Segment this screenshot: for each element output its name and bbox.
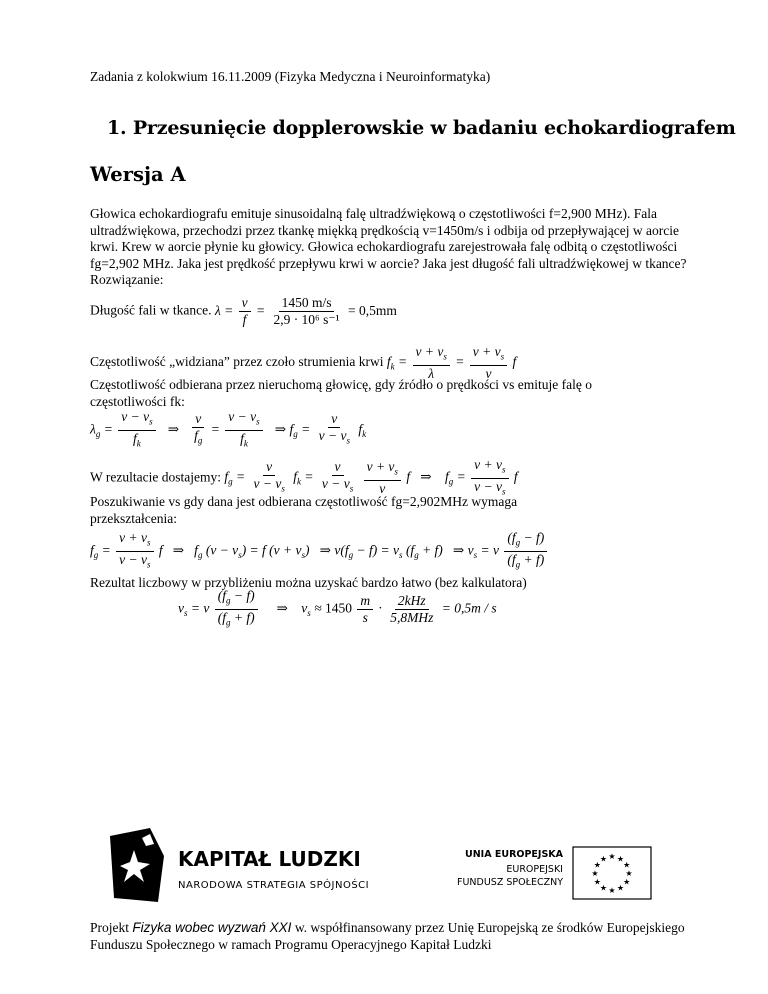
fk-formula: $f_k$ = $\frac{v + v_s}{\lambda}$ = $\frac{v + v_s}{v}$ f	[386, 344, 517, 381]
eu-star-icon: ★	[608, 886, 616, 895]
eu-star-icon: ★	[623, 877, 631, 887]
eu-subtitle-2: FUNDUSZ SPOŁECZNY	[457, 877, 563, 888]
problem-statement	[90, 206, 690, 289]
eu-star-icon: ★	[623, 860, 631, 870]
result-row	[90, 458, 518, 498]
result-formula: $f_g$ = $\frac{v}{v - v_s}$ $f_k$ = $\frac{v}{v - v_s}$ $\frac{v + v_s}{v}$ f ⇒ $f_g$ = $\frac{v + v_s}{v - v_s}$ f	[224, 457, 518, 497]
eu-star-icon: ★	[625, 869, 633, 878]
eu-logo	[433, 843, 683, 903]
fg-label-line-1: Częstotliwość odbierana przez nieruchomą głowicę, gdy źródło o prędkości vs emituje falę o	[90, 377, 592, 392]
footer	[90, 920, 690, 953]
kapital-ludzki-title: KAPITAŁ LUDZKI	[178, 847, 361, 871]
numeric-formula: $v_s = v$ $\frac{(f_g - f)}{(f_g + f)}$ ⇒ $v_s \approx 1450$ $\frac{m}{s}$ · $\frac{\text{2kHz}}{\text{5,8MHz}}$ = 0,5m / s	[178, 588, 497, 628]
version-heading: Wersja A	[90, 163, 186, 186]
eu-star-icon: ★	[599, 854, 608, 864]
eu-star-icon: ★	[593, 877, 601, 887]
eu-logo-graphic	[433, 843, 683, 903]
solution-label: Rozwiązanie:	[90, 272, 164, 287]
eu-star-icon: ★	[591, 869, 599, 878]
eu-star-icon: ★	[616, 854, 625, 864]
wavelength-label: Długość fali w tkance.	[90, 302, 212, 318]
eu-star-icon: ★	[593, 860, 601, 870]
document-header: Zadania z kolokwium 16.11.2009 (Fizyka Medyczna i Neuroinformatyka)	[90, 69, 491, 84]
kapital-ludzki-emblem-icon	[106, 826, 376, 904]
wavelength-row	[90, 296, 397, 327]
footer-prefix: Projekt	[90, 920, 133, 935]
kapital-ludzki-subtitle: NARODOWA STRATEGIA SPÓJNOŚCI	[178, 880, 370, 891]
eu-subtitle-1: EUROPEJSKI	[506, 864, 563, 875]
fk-label: Częstotliwość „widziana” przez czoło strumienia krwi	[90, 353, 384, 369]
result-label: W rezultacie dostajemy:	[90, 469, 221, 485]
numeric-label: Rezultat liczbowy w przybliżeniu można uzyskać bardzo łatwo (bez kalkulatora)	[90, 575, 527, 590]
eu-star-icon: ★	[608, 852, 616, 861]
problem-title: 1. Przesunięcie dopplerowskie w badaniu echokardiografem	[107, 117, 736, 139]
kapital-ludzki-logo	[106, 826, 376, 904]
wavelength-formula: λ = $\frac{v}{f}$ = $\frac{1450 m/s}{\text{2,9 · 10⁶ s⁻¹}}$ = 0,5mm	[214, 295, 397, 327]
eu-title: UNIA EUROPEJSKA	[465, 849, 563, 860]
wavelength-result: = 0,5mm	[347, 302, 397, 318]
fg-label-line-2: częstotliwości fk:	[90, 394, 185, 409]
search-label-line-1: Poszukiwanie vs gdy dana jest odbierana częstotliwość fg=2,902MHz wymaga	[90, 494, 518, 509]
fk-row	[90, 345, 516, 381]
vs-derivation-formula: $f_g$ = $\frac{v + v_s}{v - v_s}$ f ⇒ $f_g$ $(v - v_s) = f$ $(v + v_s)$ ⇒ $v(f_g - f) = v_s$ $(f_g + f)$ ⇒ $v_s = v$ $\frac{(f_g - f)}{(f_g + f)}$	[90, 531, 549, 571]
eu-star-icon: ★	[599, 883, 608, 893]
footer-project-name: Fizyka wobec wyzwań XXI	[132, 920, 292, 935]
footer-suffix: w. współfinansowany przez Unię Europejską ze środków Europejskiego Funduszu Społecznego w ramach Programu Operacyjnego Kapitał Ludzki	[90, 920, 685, 952]
problem-text: Głowica echokardiografu emituje sinusoidalną falę ultradźwiękową o częstotliwości f=2,900 MHz). Fala ultradźwiękowa, przechodzi przez tkankę miękką prędkością v=1450m/s i odbija od przepływającej w aorcie krwi. Krew w aorcie płynie ku głowicy. Głowica echokardiografu zarejestrowała falę odbitą o częstotliwości fg=2,902 MHz. Jaka jest prędkość przepływu krwi w aorcie? Jaka jest długość fali ultradźwiękowej w tkance?	[90, 206, 687, 271]
search-label-line-2: przekształcenia:	[90, 511, 177, 526]
fg-derivation-formula: $\lambda_g$ = $\frac{v - v_s}{f_k}$ ⇒ $\frac{v}{f_g}$ = $\frac{v - v_s}{f_k}$ ⇒ $f_g$ = $\frac{v}{v - v_s}$ $f_k$	[90, 409, 367, 449]
eu-star-icon: ★	[616, 883, 625, 893]
